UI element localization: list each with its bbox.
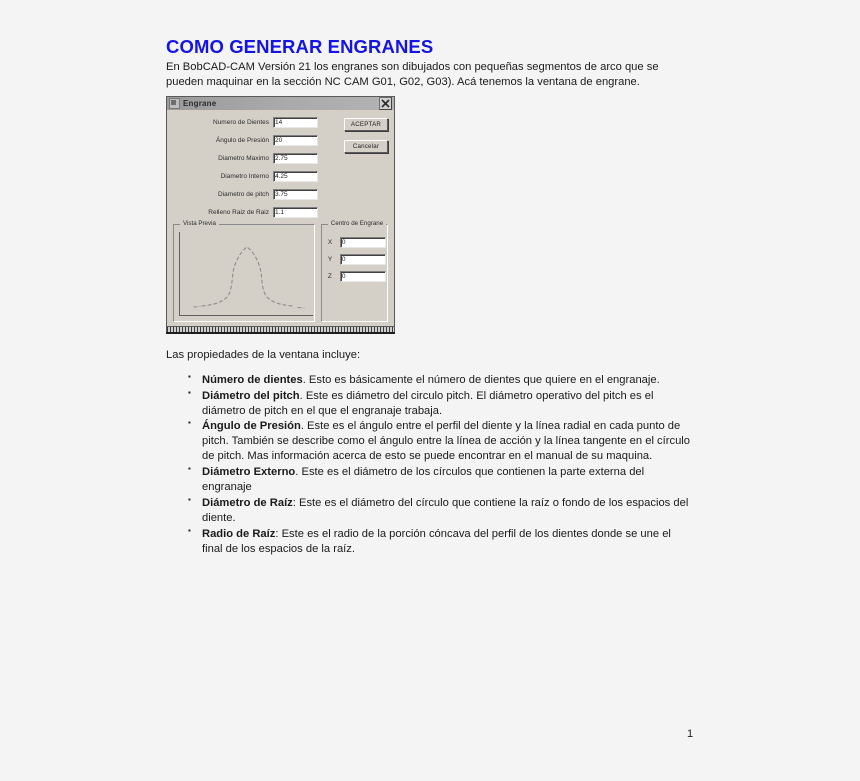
label-x: X <box>327 238 333 246</box>
property-term: Número de dientes <box>202 373 303 386</box>
list-item <box>202 389 694 419</box>
document-content <box>166 36 694 570</box>
list-item <box>202 465 694 495</box>
label-diametro-interno: Diametro Interno <box>220 172 269 180</box>
dialog-group-row <box>172 219 389 322</box>
input-y[interactable]: 0 <box>340 254 386 265</box>
close-icon[interactable] <box>379 97 392 110</box>
gear-tooth-preview <box>179 232 313 316</box>
property-term: Ángulo de Presión <box>202 420 301 433</box>
label-numero-de-dientes: Numero de Dientes <box>213 118 269 126</box>
position-row-x <box>326 237 388 248</box>
properties-lead: Las propiedades de la ventana incluye: <box>166 348 361 361</box>
accept-button[interactable]: ACEPTAR <box>344 118 388 131</box>
engrane-dialog-screenshot <box>166 96 397 334</box>
preview-group-title: Vista Previa <box>180 220 219 227</box>
input-z[interactable]: 0 <box>340 271 386 282</box>
property-text: . Esto es básicamente el número de dientes que quiere en el engranaje. <box>302 373 660 386</box>
position-row-z <box>326 271 388 282</box>
property-term: Diámetro de Raíz <box>202 496 293 509</box>
field-row-inner-diameter <box>172 170 318 183</box>
field-row-max-diameter <box>172 152 318 165</box>
input-x[interactable]: 0 <box>340 237 386 248</box>
dialog-button-group <box>344 118 388 162</box>
position-row-y <box>326 254 388 265</box>
input-angulo-de-presion[interactable]: 20 <box>273 135 318 146</box>
property-text: . Este es diámetro del circulo pitch. El diámetro operativo del pitch es el diámetro de pitch en el que el engranaje trabaja. <box>202 389 654 417</box>
properties-list <box>166 373 694 557</box>
field-row-pressure-angle <box>172 134 318 147</box>
field-row-teeth <box>172 116 318 129</box>
label-y: Y <box>327 255 333 263</box>
label-relleno-raiz: Relleno Raiz de Raiz <box>208 208 269 216</box>
list-item <box>202 373 694 388</box>
input-diametro-interno[interactable]: 4.25 <box>273 171 318 182</box>
list-item <box>202 496 694 526</box>
label-z: Z <box>327 272 332 280</box>
dialog-body <box>167 110 394 326</box>
dialog-title: Engrane <box>183 98 217 108</box>
page-number: 1 <box>687 728 694 740</box>
gear-parameter-fields <box>172 116 318 219</box>
property-term: Diámetro del pitch <box>202 389 300 402</box>
list-item <box>202 527 694 557</box>
input-numero-de-dientes[interactable]: 14 <box>273 117 318 128</box>
field-row-root-fillet <box>172 206 318 219</box>
input-diametro-maximo[interactable]: 2.75 <box>273 153 318 164</box>
application-icon <box>169 98 180 109</box>
engrane-dialog <box>166 96 395 327</box>
page-title: COMO GENERAR ENGRANES <box>166 36 434 57</box>
input-relleno-raiz[interactable]: 1.1 <box>273 207 318 218</box>
position-group-title: Centro de Engrane <box>328 220 386 227</box>
property-text: . Este es el ángulo entre el perfil del diente y la línea radial en cada punto de pitch. También se describe como el ángulo entre la línea de acción y la línea tangente en el círculo de pitch. Mas información acerca de esto se puede encontrar en el manual de su maquina. <box>202 420 690 463</box>
field-row-pitch-diameter <box>172 188 318 201</box>
input-diametro-de-pitch[interactable]: 3.75 <box>273 189 318 200</box>
list-item <box>202 419 694 464</box>
property-text: . Este es el diámetro de los círculos que contienen la parte externa del engranaje <box>202 466 645 493</box>
label-angulo-de-presion: Ángulo de Presión <box>215 136 269 144</box>
intro-paragraph: En BobCAD-CAM Versión 21 los engranes son dibujados con pequeñas segmentos de arco que se pueden maquinar en la sección NC CAM G01, G02, G03). Acá tenemos la ventana de engrane. <box>166 61 659 89</box>
dialog-shadow-bar <box>166 332 395 334</box>
dialog-titlebar[interactable] <box>167 97 394 110</box>
property-term: Diámetro Externo <box>202 466 296 479</box>
cancel-button[interactable]: Cancelar <box>344 140 388 153</box>
label-diametro-de-pitch: Diametro de pitch <box>218 190 269 198</box>
preview-groupbox <box>173 219 315 322</box>
property-text: : Este es el diámetro del círculo que contiene la raíz o fondo de los espacios del diente. <box>202 496 689 524</box>
property-text: : Este es el radio de la porción cóncava del perfil de los dientes donde se une el final de los espacios de la raíz. <box>202 527 671 555</box>
position-groupbox <box>321 219 388 322</box>
property-term: Radio de Raíz <box>202 527 276 540</box>
label-diametro-maximo: Diametro Maximo <box>218 154 269 162</box>
position-fields <box>326 237 388 288</box>
